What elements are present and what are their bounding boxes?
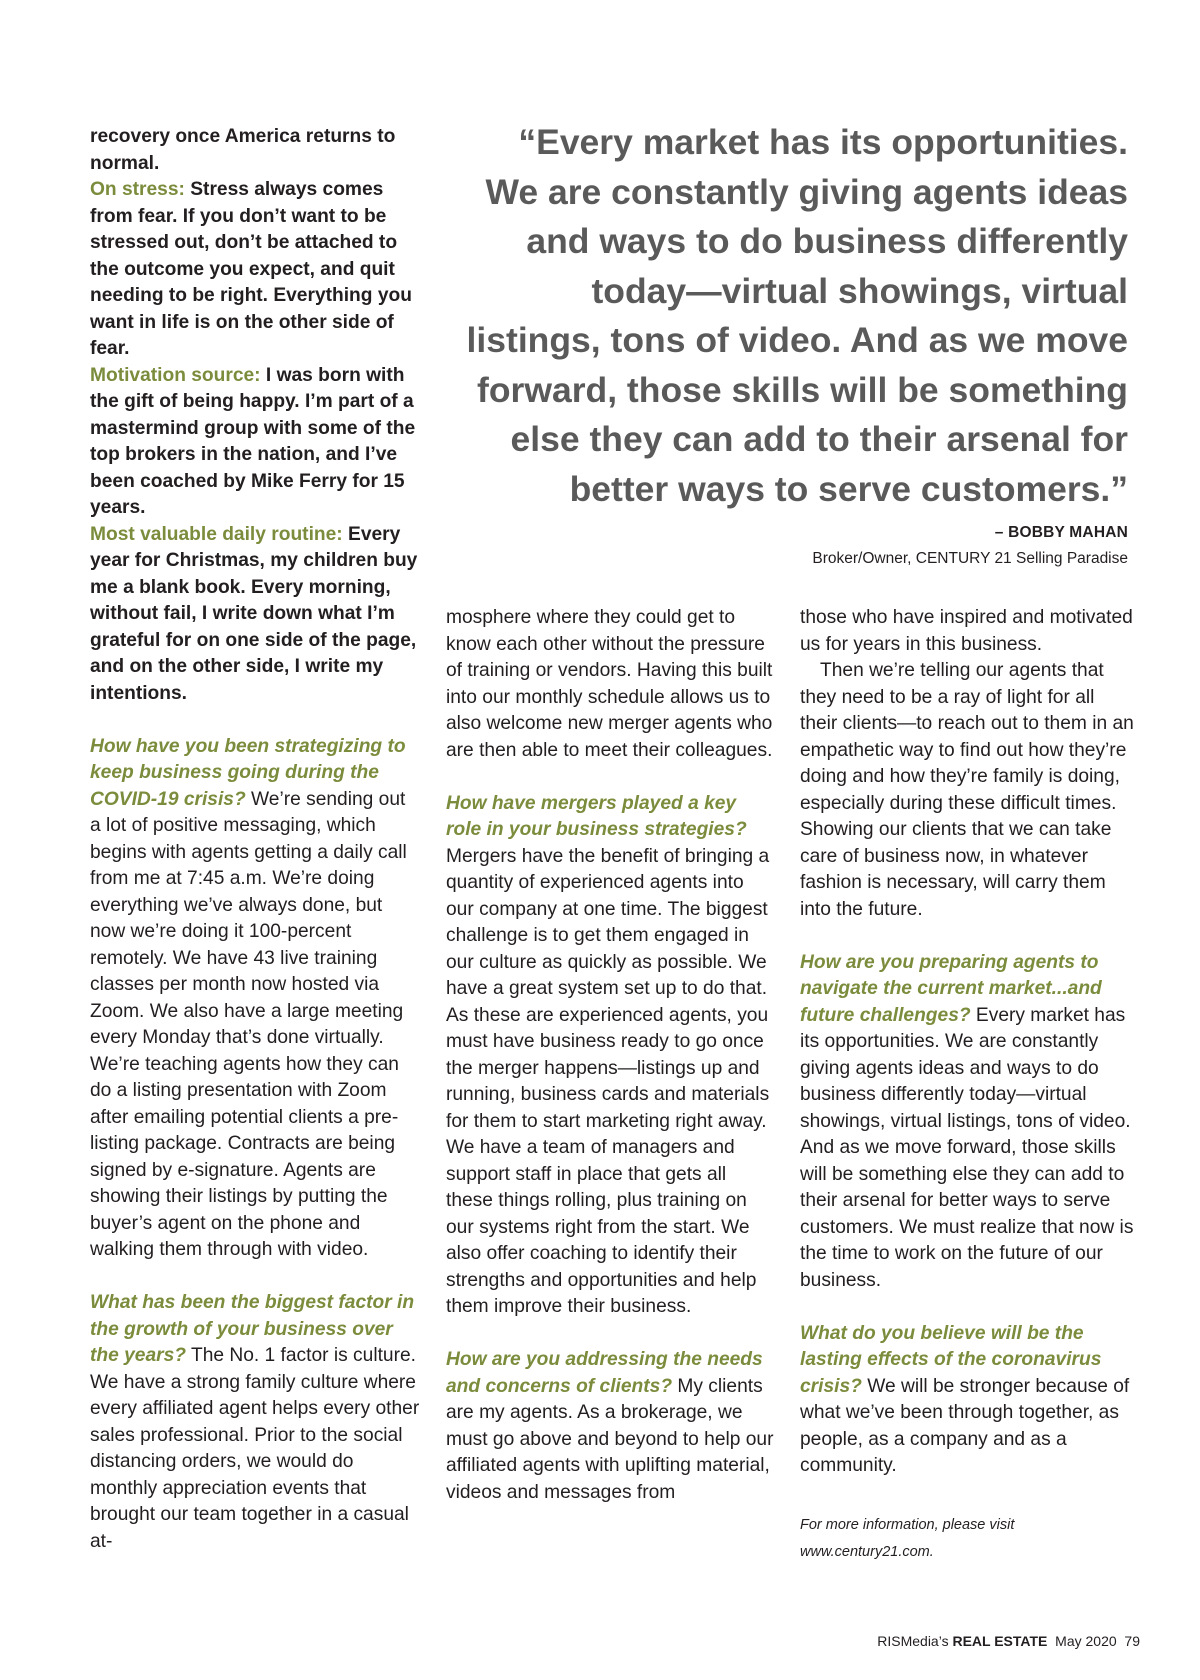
- qa-lasting-effects: [800, 1321, 1135, 1480]
- question-lasting-effects: What do you believe will be the lasting effects of the coronavirus crisis?: [800, 1322, 1102, 1397]
- qa-strategizing: [90, 734, 420, 1264]
- stress-label: On stress:: [90, 179, 185, 200]
- question-mergers: How have mergers played a key role in your business strategies?: [446, 792, 747, 840]
- routine-label: Most valuable daily routine:: [90, 523, 343, 545]
- answer-lasting-effects: We will be stronger because of what we’ve been through together, as people, as a company and as a community.: [800, 1375, 1130, 1476]
- question-preparing-agents: How are you preparing agents to navigate the current market...and future challenges?: [800, 951, 1102, 1026]
- more-info-text: For more information, please visit www.century21.com.: [800, 1517, 1015, 1560]
- qa-clients: [446, 1347, 776, 1506]
- motivation-text: I was born with the gift of being happy. I’m part of a mastermind group with some of the top brokers in the nation, and I’ve been coached by Mike Ferry for 15 years.: [90, 364, 416, 518]
- question-strategizing: How have you been strategizing to keep business going during the COVID-19 crisis?: [90, 735, 406, 810]
- article-column-1: [90, 124, 420, 1555]
- answer-strategizing: We’re sending out a lot of positive messaging, which begins with agents getting a daily call from me at 7:45 a.m. We’re doing everything we’ve always done, but now we’re doing it 100-percent remotely. We have 43 live training classes per month now hosted via Zoom. We also have a large meeting every Monday that’s done virtually. We’re teaching agents how they can do a listing presentation with Zoom after emailing potential clients a pre-listing package. Contracts are being signed by e-signature. Agents are showing their listings by putting the buyer’s agent on the phone and walking them through with video.: [90, 788, 407, 1260]
- stress-paragraph: [90, 177, 420, 363]
- answer-clients-paragraph-2: Then we’re telling our agents that they need to be a ray of light for all their clients—to reach out to them in an empathetic way to find out how they’re doing and how they’re family is doing, especially during these difficult times. Showing our clients that we can take care of business now, in whatever fashion is necessary, will carry them into the future.: [800, 660, 1134, 920]
- qa-growth-factor: [90, 1290, 420, 1555]
- qa-mergers: [446, 791, 776, 1321]
- routine-paragraph: [90, 522, 420, 708]
- answer-growth-factor: The No. 1 factor is culture. We have a strong family culture where every affiliated agent helps every other sales professional. Prior to the social distancing orders, we would do monthly appreciation events that brought our team together in a casual at-: [90, 1345, 420, 1552]
- article-column-2: [446, 605, 776, 1506]
- question-growth-factor: What has been the biggest factor in the growth of your business over the years?: [90, 1292, 415, 1366]
- footer-section: REAL ESTATE: [952, 1633, 1048, 1649]
- intro-tail-text: recovery once America returns to normal.: [90, 126, 396, 174]
- paragraph-gap: [446, 1321, 776, 1348]
- article-column-3: [800, 605, 1135, 1565]
- qa-preparing-agents: [800, 950, 1135, 1295]
- answer-preparing-agents: Every market has its opportunities. We are constantly giving agents ideas and ways to do business differently today—virtual showings, virtual listings, tons of video. And as we move forward, those skills will be something else they can add to their arsenal for better ways to serve customers. We must realize that now is the time to work on the future of our business.: [800, 1004, 1134, 1291]
- attribution-title: Broker/Owner, CENTURY 21 Selling Paradise: [812, 550, 1128, 567]
- paragraph-gap: [800, 923, 1135, 950]
- footer-publication: RISMedia’s: [877, 1633, 949, 1649]
- paragraph-gap: [800, 1480, 1135, 1507]
- paragraph-gap: [446, 764, 776, 791]
- answer-clients-continued: those who have inspired and motivated us for years in this business.: [800, 607, 1133, 655]
- answer-mergers: Mergers have the benefit of bringing a quantity of experienced agents into our company at one time. The biggest challenge is to get them engaged in our culture as quickly as possible. We have a great system set up to do that. As these are experienced agents, you must have business ready to go once the merger happens—listings up and running, business cards and materials for them to start marketing right away. We have a team of managers and support staff in place that gets all these things rolling, plus training on our systems right from the start. We also offer coaching to identify their strengths and opportunities and help them improve their business.: [446, 845, 770, 1317]
- footer-date: May 2020: [1055, 1633, 1117, 1649]
- page-number: 79: [1124, 1633, 1140, 1649]
- stress-text: Stress always comes from fear. If you don’t want to be stressed out, don’t be attached to the outcome you expect, and quit needing to be right. Everything you want in life is on the other side of fear.: [90, 179, 412, 359]
- paragraph-gap: [90, 707, 420, 734]
- paragraph-gap: [800, 1294, 1135, 1321]
- answer-clients: My clients are my agents. As a brokerage, we must go above and beyond to help our affiliated agents with uplifting material, videos and messages from: [446, 1375, 774, 1503]
- pull-quote: “Every market has its opportunities. We are constantly giving agents ideas and ways to do business differently today—virtual showings, virtual listings, tons of video. And as we move forward, those skills will be something else they can add to their arsenal for better ways to serve customers.”: [466, 122, 1128, 509]
- question-clients: How are you addressing the needs and concerns of clients?: [446, 1349, 763, 1397]
- page-footer: [877, 1633, 1140, 1649]
- paragraph-gap: [90, 1264, 420, 1291]
- motivation-paragraph: [90, 363, 420, 522]
- motivation-label: Motivation source:: [90, 364, 261, 386]
- pull-quote-attribution: [812, 524, 1128, 568]
- attribution-name: – BOBBY MAHAN: [994, 524, 1128, 541]
- answer-growth-factor-continued: mosphere where they could get to know each other without the pressure of training or vendors. Having this built into our monthly schedule allows us to also welcome new merger agents who are then able to meet their colleagues.: [446, 607, 773, 761]
- routine-text: Every year for Christmas, my children buy me a blank book. Every morning, without fail, I write down what I’m grateful for on one side of the page, and on the other side, I write my intentions.: [90, 523, 418, 704]
